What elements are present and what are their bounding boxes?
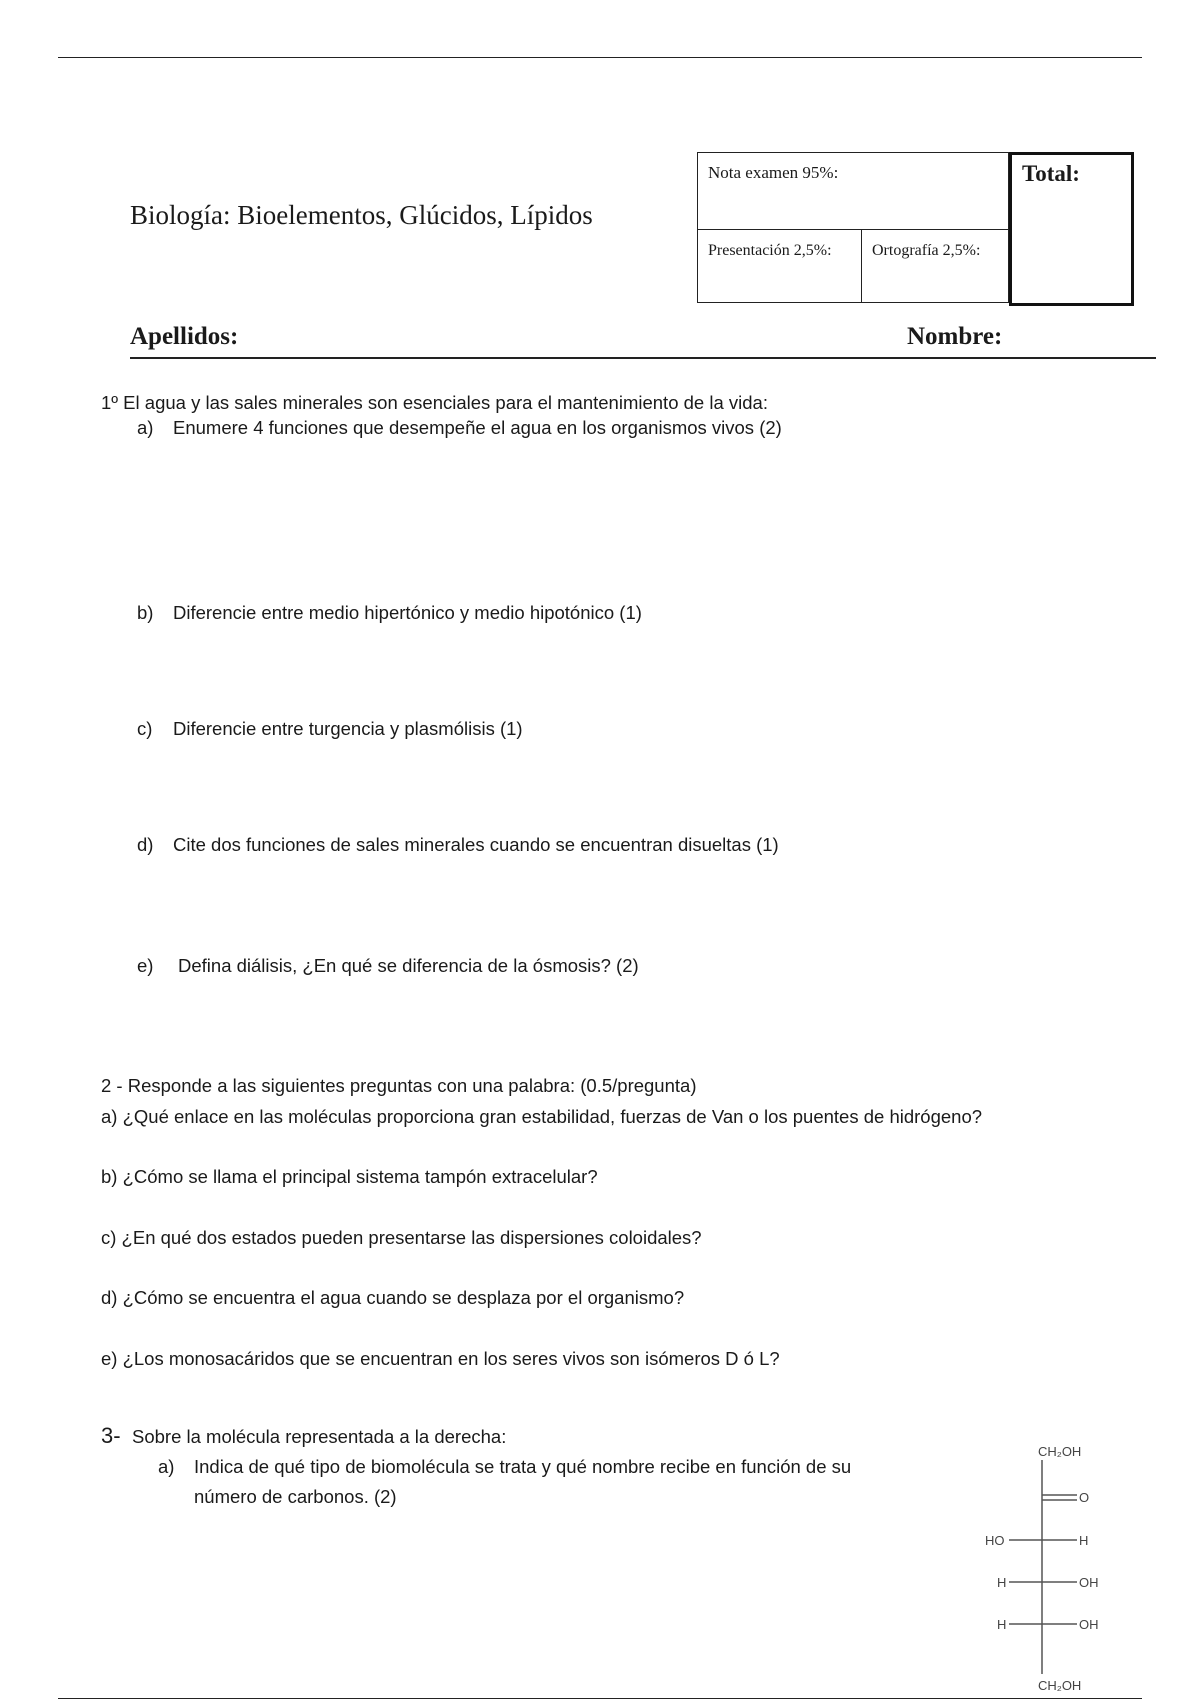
molecule-bottom-group: CH₂OH bbox=[1038, 1678, 1082, 1693]
q1-item-label: b) bbox=[137, 602, 154, 623]
grade-presentation-label: Presentación 2,5%: bbox=[708, 242, 832, 259]
q1-item-text: Diferencie entre turgencia y plasmólisis (1) bbox=[173, 718, 523, 739]
q2-item: c) ¿En qué dos estados pueden presentarse las dispersiones coloidales? bbox=[101, 1227, 702, 1248]
q3-item-text-cont: número de carbonos. (2) bbox=[194, 1486, 397, 1507]
total-label: Total: bbox=[1022, 161, 1080, 186]
q3-intro: Sobre la molécula representada a la derecha: bbox=[132, 1426, 507, 1447]
page-title: Biología: Bioelementos, Glúcidos, Lípidos bbox=[130, 200, 593, 230]
molecule-h: H bbox=[997, 1617, 1007, 1632]
grade-box-divider bbox=[698, 229, 1008, 230]
q1-item-label: d) bbox=[137, 834, 154, 855]
molecule-h: H bbox=[1079, 1533, 1089, 1548]
molecule-oxygen: O bbox=[1079, 1490, 1090, 1505]
molecule-oh: OH bbox=[1079, 1617, 1099, 1632]
q3-item-label: a) bbox=[158, 1456, 175, 1477]
grade-spelling-label: Ortografía 2,5%: bbox=[872, 242, 981, 259]
q3-number: 3- bbox=[101, 1423, 121, 1448]
top-rule bbox=[58, 57, 1142, 58]
q1-item-label: c) bbox=[137, 718, 153, 739]
name-underline bbox=[130, 357, 1156, 359]
q1-item-label: e) bbox=[137, 955, 154, 976]
q1-item-text: Enumere 4 funciones que desempeñe el agua en los organismos vivos (2) bbox=[173, 417, 782, 438]
q1-intro: 1º El agua y las sales minerales son esenciales para el mantenimiento de la vida: bbox=[101, 392, 768, 413]
q1-item-text: Defina diálisis, ¿En qué se diferencia de la ósmosis? (2) bbox=[178, 955, 639, 976]
q1-item-text: Diferencie entre medio hipertónico y medio hipotónico (1) bbox=[173, 602, 642, 623]
q2-item: e) ¿Los monosacáridos que se encuentran en los seres vivos son isómeros D ó L? bbox=[101, 1348, 780, 1369]
molecule-top-group: CH₂OH bbox=[1038, 1444, 1082, 1459]
molecule-ho: HO bbox=[985, 1533, 1005, 1548]
q3-item-text: Indica de qué tipo de biomolécula se trata y qué nombre recibe en función de su bbox=[194, 1456, 852, 1477]
grade-box-divider-vertical bbox=[861, 229, 862, 302]
q1-item-label: a) bbox=[137, 417, 154, 438]
q2-item: b) ¿Cómo se llama el principal sistema tampón extracelular? bbox=[101, 1166, 598, 1187]
surname-label: Apellidos: bbox=[130, 323, 239, 350]
q2-item: a) ¿Qué enlace en las moléculas proporciona gran estabilidad, fuerzas de Van o los puentes de hidrógeno? bbox=[101, 1106, 983, 1127]
molecule-diagram bbox=[975, 1442, 1115, 1697]
grade-exam-label: Nota examen 95%: bbox=[708, 163, 839, 182]
grade-box bbox=[697, 152, 1009, 303]
q1-item-text: Cite dos funciones de sales minerales cuando se encuentran disueltas (1) bbox=[173, 834, 779, 855]
total-box bbox=[1009, 152, 1134, 306]
name-label: Nombre: bbox=[907, 323, 1003, 350]
bottom-rule bbox=[58, 1698, 1142, 1699]
q2-intro: 2 - Responde a las siguientes preguntas con una palabra: (0.5/pregunta) bbox=[101, 1075, 697, 1096]
molecule-oh: OH bbox=[1079, 1575, 1099, 1590]
molecule-h: H bbox=[997, 1575, 1007, 1590]
q2-item: d) ¿Cómo se encuentra el agua cuando se desplaza por el organismo? bbox=[101, 1287, 685, 1308]
